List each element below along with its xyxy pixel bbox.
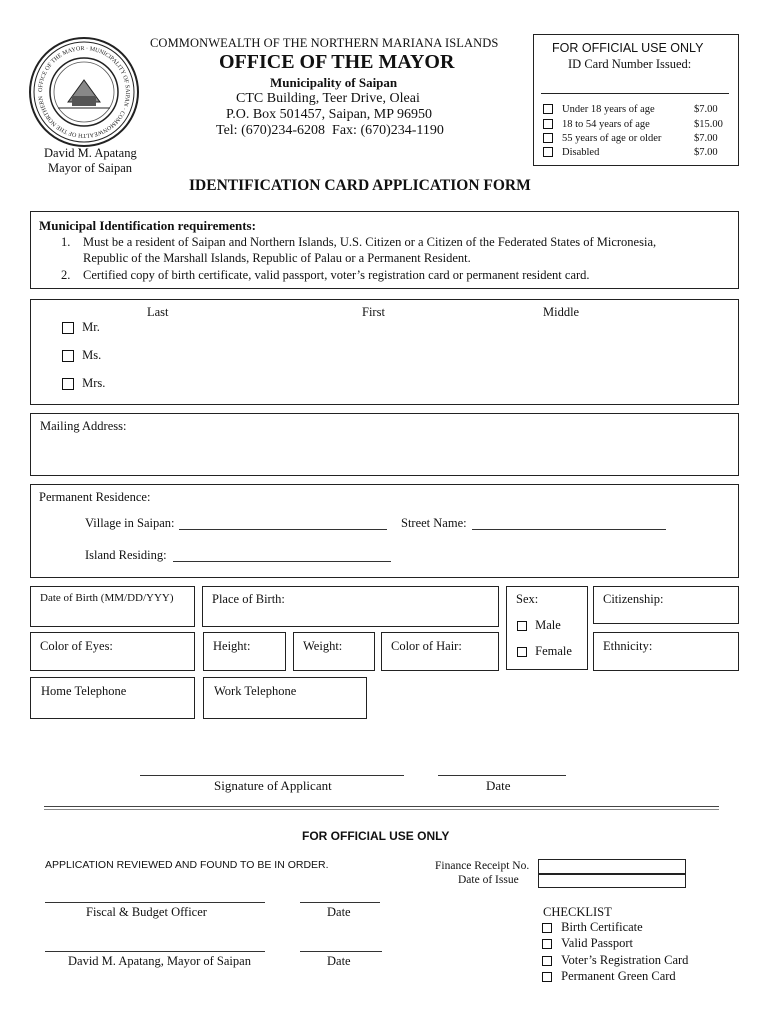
date-of-birth-field[interactable] — [30, 586, 195, 627]
review-statement: APPLICATION REVIEWED AND FOUND TO BE IN ORDER. — [45, 859, 329, 871]
island-residing-label: Island Residing: — [85, 548, 167, 562]
checklist-title: CHECKLIST — [543, 905, 612, 919]
fee-checkbox[interactable] — [543, 147, 553, 157]
fiscal-officer-label: Fiscal & Budget Officer — [86, 905, 207, 919]
id-card-number-label: ID Card Number Issued: — [568, 57, 692, 71]
checkbox[interactable] — [542, 923, 552, 933]
island-input-line[interactable] — [173, 561, 391, 562]
checklist-item[interactable] — [542, 920, 643, 935]
checkbox[interactable] — [517, 647, 527, 657]
checkbox[interactable] — [542, 972, 552, 982]
street-input-line[interactable] — [472, 529, 666, 530]
title-label: Ms. — [82, 348, 102, 362]
fee-price: $7.00 — [694, 147, 718, 158]
fee-label: Disabled — [562, 147, 600, 158]
fee-checkbox[interactable] — [543, 119, 553, 129]
mayor-date-line[interactable] — [300, 951, 382, 952]
last-name-label: Last — [147, 305, 169, 319]
header-address1: CTC Building, Teer Drive, Oleai — [236, 91, 420, 106]
checkbox[interactable] — [62, 350, 74, 362]
mailing-address-label: Mailing Address: — [40, 419, 127, 433]
fee-row[interactable] — [543, 146, 731, 160]
mayor-signature-label: David M. Apatang, Mayor of Saipan — [68, 954, 251, 968]
male-label: Male — [535, 618, 561, 632]
date-of-birth-label: Date of Birth (MM/DD/YYY) — [40, 592, 174, 604]
header-municipality: Municipality of Saipan — [270, 75, 398, 90]
name-section — [30, 299, 739, 405]
mayor-date-label: Date — [327, 954, 351, 968]
applicant-signature-line[interactable] — [140, 775, 404, 776]
checklist-item[interactable] — [542, 969, 676, 984]
fiscal-officer-date-line[interactable] — [300, 902, 380, 903]
checkbox[interactable] — [542, 939, 552, 949]
fee-row[interactable] — [543, 132, 731, 146]
requirements-heading: Municipal Identification requirements: — [39, 218, 256, 233]
female-label: Female — [535, 644, 572, 658]
permanent-residence-label: Permanent Residence: — [39, 490, 151, 504]
title-option-ms[interactable] — [62, 348, 101, 363]
checkbox[interactable] — [62, 378, 74, 390]
requirements-box — [30, 211, 739, 289]
header-address2: P.O. Box 501457, Saipan, MP 96950 — [226, 107, 433, 122]
requirement-text: Republic of the Marshall Islands, Republic of Palau or a Permanent Resident. — [83, 251, 471, 265]
requirement-number: 1. — [61, 235, 71, 249]
weight-label: Weight: — [303, 639, 343, 653]
home-telephone-label: Home Telephone — [41, 684, 127, 698]
official-use-bottom-title: FOR OFFICIAL USE ONLY — [302, 829, 450, 843]
home-telephone-field[interactable] — [30, 677, 195, 719]
header-phone: Tel: (670)234-6208 Fax: (670)234-1190 — [216, 123, 444, 138]
height-field[interactable] — [203, 632, 286, 671]
seal-ring-text: OFFICE OF THE MAYOR · MUNICIPALITY OF SAIPAN · COMMONWEALTH OF THE NORTHERN — [37, 45, 131, 139]
requirement-text: Certified copy of birth certificate, valid passport, voter’s registration card or permanent resident card. — [83, 268, 590, 282]
finance-receipt-input[interactable] — [538, 859, 686, 874]
fiscal-officer-date-label: Date — [327, 905, 351, 919]
sex-option-male[interactable] — [517, 618, 561, 633]
ethnicity-label: Ethnicity: — [603, 639, 653, 653]
checklist-item[interactable] — [542, 953, 688, 968]
height-label: Height: — [213, 639, 251, 653]
checkbox[interactable] — [542, 956, 552, 966]
title-option-mrs[interactable] — [62, 376, 105, 391]
mayor-signature-line[interactable] — [45, 951, 265, 952]
fee-checkbox[interactable] — [543, 133, 553, 143]
finance-receipt-label: Finance Receipt No. — [435, 860, 530, 872]
applicant-date-label: Date — [486, 778, 511, 793]
date-of-issue-label: Date of Issue — [458, 874, 519, 886]
mayor-name: David M. Apatang — [44, 146, 137, 160]
fee-row[interactable] — [543, 118, 731, 132]
fee-label: Under 18 years of age — [562, 104, 655, 115]
fee-label: 18 to 54 years of age — [562, 119, 650, 130]
work-telephone-field[interactable] — [203, 677, 367, 719]
checkbox[interactable] — [62, 322, 74, 334]
applicant-date-line[interactable] — [438, 775, 566, 776]
sex-option-female[interactable] — [517, 644, 572, 659]
fee-price: $7.00 — [694, 133, 718, 144]
checklist-label: Valid Passport — [561, 936, 633, 950]
eye-color-field[interactable] — [30, 632, 195, 671]
village-label: Village in Saipan: — [85, 516, 175, 530]
title-label: Mr. — [82, 320, 100, 334]
village-input-line[interactable] — [179, 529, 387, 530]
requirement-text: Must be a resident of Saipan and Northern Islands, U.S. Citizen or a Citizen of the Federated States of Micronesia, — [83, 235, 657, 249]
checklist-label: Birth Certificate — [561, 920, 643, 934]
header-commonwealth: COMMONWEALTH OF THE NORTHERN MARIANA ISLANDS — [150, 36, 499, 50]
citizenship-label: Citizenship: — [603, 592, 664, 606]
permanent-residence-section — [30, 484, 739, 578]
eye-color-label: Color of Eyes: — [40, 639, 113, 653]
date-of-issue-input[interactable] — [538, 874, 686, 888]
checklist-item[interactable] — [542, 936, 633, 951]
applicant-signature-label: Signature of Applicant — [214, 778, 332, 793]
weight-field[interactable] — [293, 632, 375, 671]
checkbox[interactable] — [517, 621, 527, 631]
requirement-number: 2. — [61, 268, 71, 282]
street-name-label: Street Name: — [401, 516, 467, 530]
citizenship-field[interactable] — [593, 586, 739, 624]
form-title: IDENTIFICATION CARD APPLICATION FORM — [189, 177, 531, 194]
middle-name-label: Middle — [543, 305, 580, 319]
title-option-mr[interactable] — [62, 320, 100, 335]
place-of-birth-field[interactable] — [202, 586, 499, 627]
fee-checkbox[interactable] — [543, 104, 553, 114]
mayor-seal — [28, 36, 140, 148]
ethnicity-field[interactable] — [593, 632, 739, 671]
header-office: OFFICE OF THE MAYOR — [219, 51, 455, 73]
id-card-number-line[interactable] — [541, 93, 729, 94]
checklist-label: Voter’s Registration Card — [561, 953, 689, 967]
mailing-address-field[interactable] — [30, 413, 739, 476]
hair-color-field[interactable] — [381, 632, 499, 671]
sex-field — [506, 586, 588, 670]
sex-label: Sex: — [516, 592, 539, 606]
seal-emblem-icon — [28, 36, 140, 148]
mayor-title: Mayor of Saipan — [48, 161, 133, 175]
fee-price: $15.00 — [694, 119, 723, 130]
fee-row[interactable] — [543, 103, 731, 117]
fiscal-officer-signature-line[interactable] — [45, 902, 265, 903]
hair-color-label: Color of Hair: — [391, 639, 462, 653]
official-use-title: FOR OFFICIAL USE ONLY — [552, 41, 704, 55]
place-of-birth-label: Place of Birth: — [212, 592, 285, 606]
fee-label: 55 years of age or older — [562, 133, 662, 144]
fee-price: $7.00 — [694, 104, 718, 115]
first-name-label: First — [362, 305, 385, 319]
section-divider — [44, 806, 719, 810]
work-telephone-label: Work Telephone — [214, 684, 297, 698]
official-use-box — [533, 34, 739, 166]
checklist-label: Permanent Green Card — [561, 969, 676, 983]
title-label: Mrs. — [82, 376, 106, 390]
